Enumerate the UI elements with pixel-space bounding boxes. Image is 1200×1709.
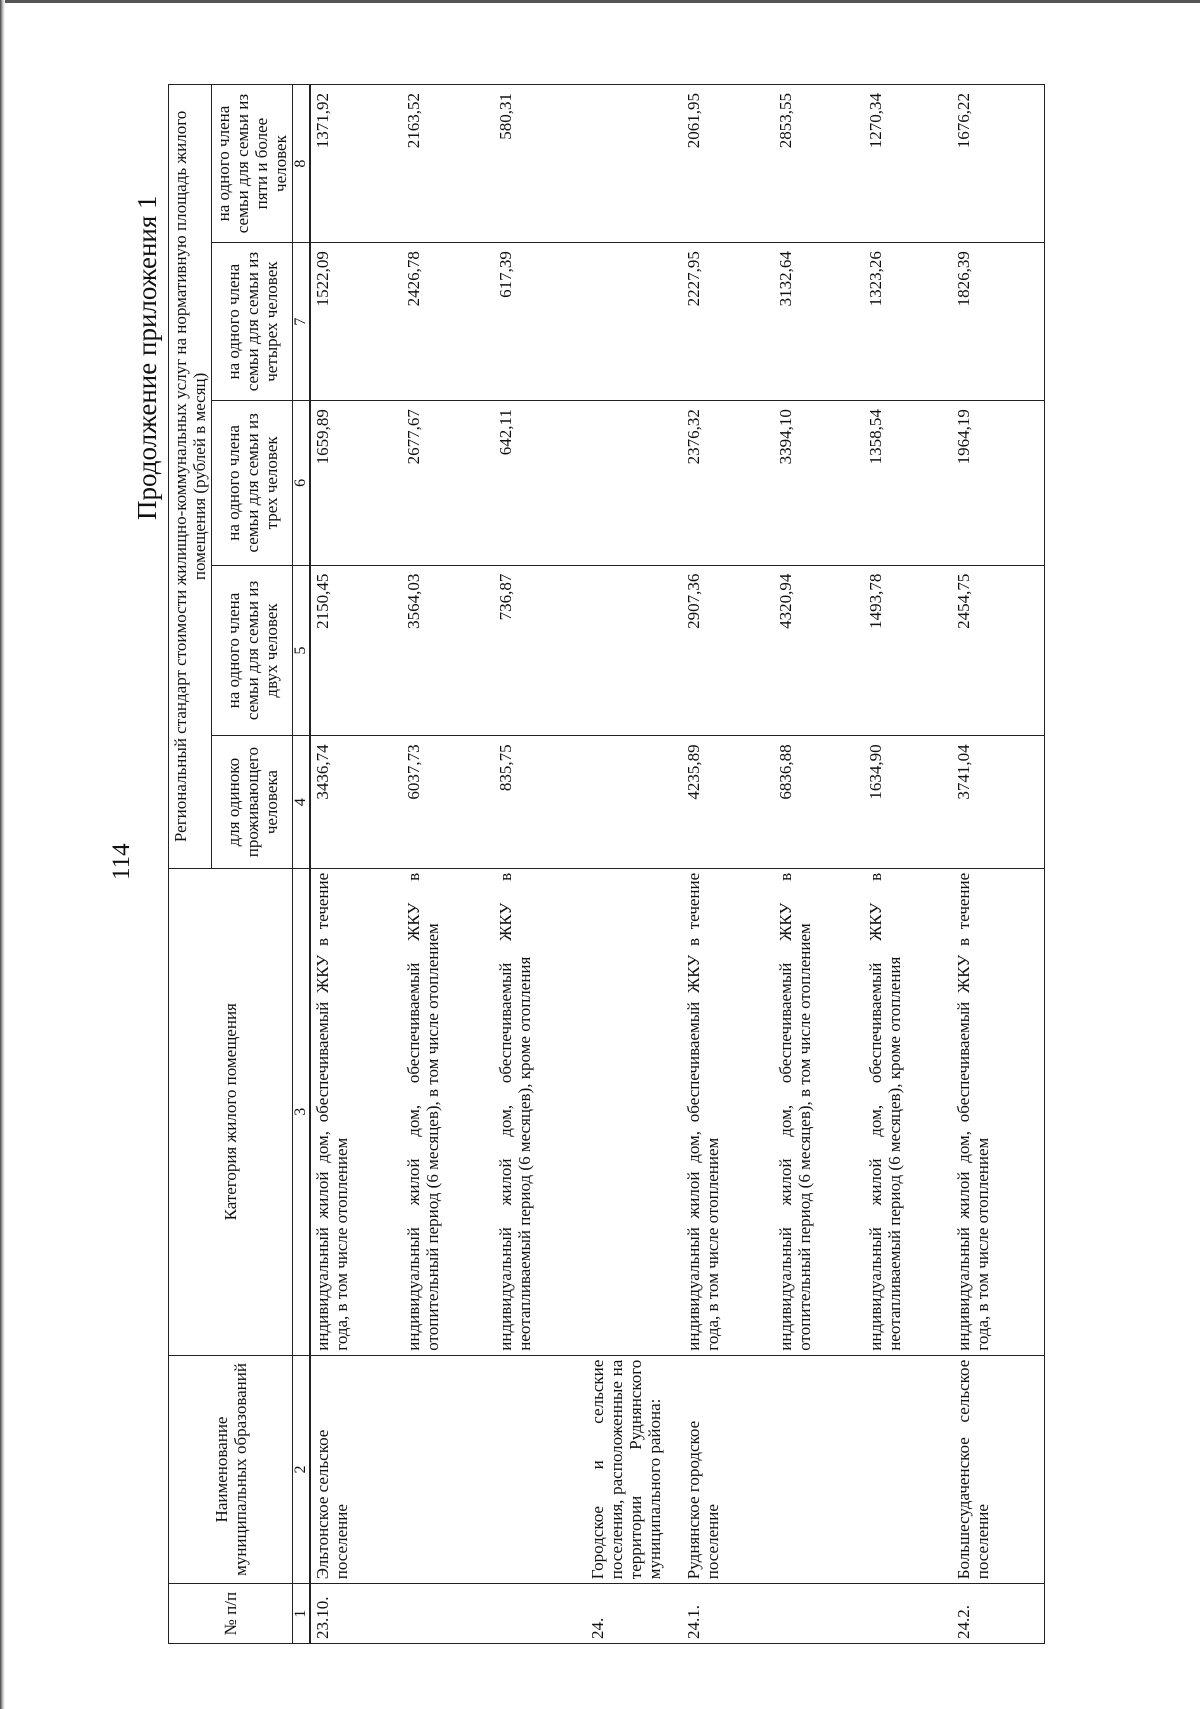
row-value: 1522,09	[310, 243, 402, 401]
row-municipality	[774, 1355, 864, 1584]
continuation-label: Продолжение приложения 1	[132, 195, 162, 520]
row-value: 1964,19	[952, 401, 1044, 565]
header-two: на одного члена семьи для семьи из двух человек	[212, 565, 293, 736]
row-category: индивидуальный жилой дом, обеспечиваемый ЖКУ в отопительный период (6 месяцев), в том числе отоплением	[402, 868, 494, 1355]
row-value: 3741,04	[952, 736, 1044, 868]
table-row	[402, 85, 494, 1644]
row-municipality: Городское и сельские поселения, расположенные на территории Руднянского муниципального района:	[586, 1355, 682, 1584]
header-municipality: Наименование муниципальных образований	[169, 1355, 293, 1584]
column-number: 7	[293, 243, 311, 401]
row-value: 3564,03	[402, 565, 494, 736]
row-value	[586, 565, 682, 736]
row-value	[586, 401, 682, 565]
row-value: 1270,34	[864, 85, 952, 243]
row-value: 4320,94	[774, 565, 864, 736]
row-number: 24.1.	[682, 1584, 774, 1644]
header-number: № п/п	[169, 1584, 293, 1644]
row-value: 1659,89	[310, 401, 402, 565]
table-row	[864, 85, 952, 1644]
row-value: 2426,78	[402, 243, 494, 401]
row-value: 617,39	[494, 243, 586, 401]
row-value	[586, 85, 682, 243]
row-value: 3436,74	[310, 736, 402, 868]
row-value: 2454,75	[952, 565, 1044, 736]
row-value	[586, 243, 682, 401]
row-category: индивидуальный жилой дом, обеспечиваемый ЖКУ в неотапливаемый период (6 месяцев), кроме отопления	[494, 868, 586, 1355]
row-value: 2677,67	[402, 401, 494, 565]
row-value: 642,11	[494, 401, 586, 565]
header-standard-group: Региональный стандарт стоимости жилищно-коммунальных услуг на нормативную площадь жилого помещения (рублей в месяц)	[169, 85, 212, 869]
row-number	[494, 1584, 586, 1644]
column-number: 2	[293, 1355, 311, 1584]
row-category	[586, 868, 682, 1355]
row-number: 24.	[586, 1584, 682, 1644]
row-value: 1634,90	[864, 736, 952, 868]
row-value: 2227,95	[682, 243, 774, 401]
column-number: 8	[293, 85, 311, 243]
row-value: 2163,52	[402, 85, 494, 243]
row-category: индивидуальный жилой дом, обеспечиваемый ЖКУ в отопительный период (6 месяцев), в том числе отоплением	[774, 868, 864, 1355]
row-number: 24.2.	[952, 1584, 1044, 1644]
row-value: 1323,26	[864, 243, 952, 401]
column-number: 1	[293, 1584, 311, 1644]
row-value: 3132,64	[774, 243, 864, 401]
row-value: 2061,95	[682, 85, 774, 243]
column-number: 6	[293, 401, 311, 565]
row-municipality: Эльтонское сельское поселение	[310, 1355, 402, 1584]
row-value: 580,31	[494, 85, 586, 243]
header-five-plus: на одного члена семьи для семьи из пяти и более человек	[212, 85, 293, 243]
row-value: 736,87	[494, 565, 586, 736]
row-value: 1358,54	[864, 401, 952, 565]
row-number	[402, 1584, 494, 1644]
column-number: 4	[293, 736, 311, 868]
row-value: 2376,32	[682, 401, 774, 565]
row-value: 2150,45	[310, 565, 402, 736]
header-four: на одного члена семьи для семьи из четырех человек	[212, 243, 293, 401]
row-value: 3394,10	[774, 401, 864, 565]
row-municipality: Руднянское городское поселение	[682, 1355, 774, 1584]
table-row	[682, 85, 774, 1644]
row-value: 1826,39	[952, 243, 1044, 401]
row-number	[774, 1584, 864, 1644]
row-value: 2853,55	[774, 85, 864, 243]
column-number-row	[293, 85, 311, 1644]
row-value: 6037,73	[402, 736, 494, 868]
header-single: для одиноко проживающего человека	[212, 736, 293, 868]
row-value: 2907,36	[682, 565, 774, 736]
table-row	[494, 85, 586, 1644]
header-row-1	[169, 85, 212, 1644]
table-row	[774, 85, 864, 1644]
row-category: индивидуальный жилой дом, обеспечиваемый ЖКУ в неотапливаемый период (6 месяцев), кроме отопления	[864, 868, 952, 1355]
row-value: 1493,78	[864, 565, 952, 736]
row-municipality	[864, 1355, 952, 1584]
column-number: 3	[293, 868, 311, 1355]
row-value	[586, 736, 682, 868]
table-row	[310, 85, 402, 1644]
row-value: 1676,22	[952, 85, 1044, 243]
row-number: 23.10.	[310, 1584, 402, 1644]
row-value: 835,75	[494, 736, 586, 868]
row-category: индивидуальный жилой дом, обеспечиваемый ЖКУ в течение года, в том числе отоплением	[952, 868, 1044, 1355]
row-category: индивидуальный жилой дом, обеспечиваемый ЖКУ в течение года, в том числе отоплением	[310, 868, 402, 1355]
table-row	[586, 85, 682, 1644]
row-municipality: Большесудаченское сельское поселение	[952, 1355, 1044, 1584]
table-row	[952, 85, 1044, 1644]
header-three: на одного члена семьи для семьи из трех человек	[212, 401, 293, 565]
row-value: 4235,89	[682, 736, 774, 868]
header-category: Категория жилого помещения	[169, 868, 293, 1355]
row-value: 1371,92	[310, 85, 402, 243]
row-municipality	[494, 1355, 586, 1584]
standards-table	[168, 84, 1045, 1644]
row-category: индивидуальный жилой дом, обеспечиваемый ЖКУ в течение года, в том числе отоплением	[682, 868, 774, 1355]
column-number: 5	[293, 565, 311, 736]
row-municipality	[402, 1355, 494, 1584]
row-number	[864, 1584, 952, 1644]
row-value: 6836,88	[774, 736, 864, 868]
page-number: 114	[108, 843, 135, 880]
